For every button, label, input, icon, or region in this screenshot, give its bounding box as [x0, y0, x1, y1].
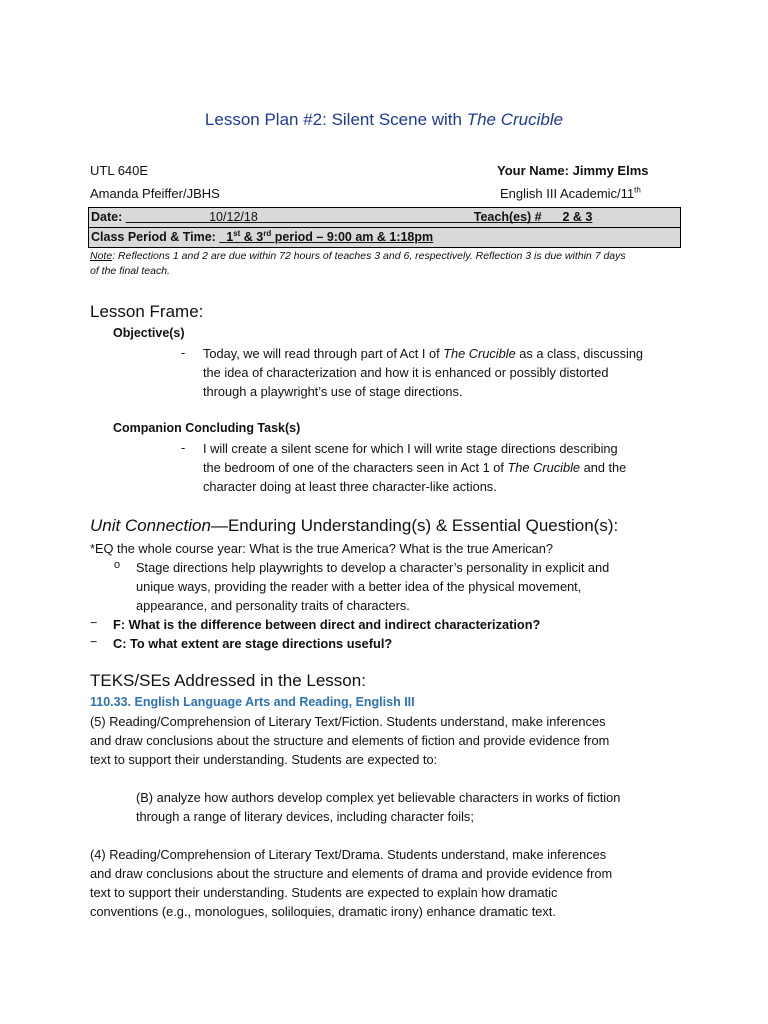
- focus-question: F: What is the difference between direct and indirect characterization?: [113, 617, 541, 632]
- teks-heading: TEKS/SEs Addressed in the Lesson:: [90, 671, 366, 690]
- p4-line-4: conventions (e.g., monologues, soliloquies, dramatic irony) enhance dramatic text.: [90, 904, 556, 919]
- date-label: Date:: [91, 210, 123, 224]
- reflection-note: [90, 249, 626, 264]
- objective-label: Objective(s): [113, 326, 185, 340]
- period-first: 1: [226, 230, 234, 244]
- minus-bullet-2: −: [90, 634, 98, 649]
- unit-connection-rest: —Enduring Understanding(s) & Essential Question(s):: [210, 516, 619, 535]
- period-field: [219, 230, 623, 244]
- eu-line-3: appearance, and personality traits of characters.: [136, 598, 410, 613]
- note-label: Note: [90, 250, 113, 262]
- unit-connection-heading: [90, 516, 618, 536]
- period-row: [91, 230, 623, 244]
- task-dash: -: [181, 440, 186, 455]
- title-italic-text: The Crucible: [466, 110, 564, 129]
- task-line-3: character doing at least three character-like actions.: [203, 479, 497, 494]
- p4-line-1: (4) Reading/Comprehension of Literary Text/Drama. Students understand, make inferences: [90, 847, 607, 862]
- note-line-1: : Reflections 1 and 2 are due within 72 hours of teaches 3 and 6, respectively. Reflection 3 is due within 7 days: [112, 250, 626, 262]
- b-line-2: through a range of literary devices, including character foils;: [136, 809, 474, 824]
- p5-line-2: and draw conclusions about the structure and elements of fiction and provide evidence from: [90, 733, 610, 748]
- class-level-sup: th: [634, 185, 641, 195]
- minus-bullet-1: −: [90, 615, 98, 630]
- p4-line-2: and draw conclusions about the structure and elements of drama and provide evidence from: [90, 866, 613, 881]
- course-code: UTL 640E: [90, 163, 149, 178]
- title-text: Lesson Plan #2: Silent Scene with: [204, 110, 467, 129]
- unit-connection-italic: Unit Connection: [90, 516, 211, 535]
- task-label: Companion Concluding Task(s): [113, 421, 301, 435]
- teks-standard-link[interactable]: 110.33. English Language Arts and Reading, English III: [90, 695, 415, 709]
- lesson-frame-heading: Lesson Frame:: [90, 302, 204, 321]
- mentor-school: Amanda Pfeiffer/JBHS: [90, 186, 220, 201]
- objective-dash: -: [181, 345, 186, 360]
- task-line-2: the bedroom of one of the characters seen in Act 1 of The Crucible and the: [203, 460, 627, 475]
- teaches-field: [542, 210, 624, 224]
- teaches-value: 2 & 3: [562, 210, 593, 224]
- culminating-question: C: To what extent are stage directions useful?: [113, 636, 393, 651]
- b-line-1: (B) analyze how authors develop complex yet believable characters in works of fiction: [136, 790, 621, 805]
- essential-question-line: *EQ the whole course year: What is the true America? What is the true American?: [90, 541, 554, 556]
- period-third: & 3: [240, 230, 264, 244]
- p4-line-3: text to support their understanding. Students are expected to explain how dramatic: [90, 885, 558, 900]
- date-row: [91, 210, 624, 224]
- author-name: Your Name: Jimmy Elms: [497, 163, 649, 178]
- period-times: period – 9:00 am & 1:18pm: [271, 230, 434, 244]
- objective-line-1: Today, we will read through part of Act I of The Crucible as a class, discussing: [203, 346, 644, 361]
- objective-line-3: through a playwright’s use of stage directions.: [203, 384, 463, 399]
- period-label: Class Period & Time:: [91, 230, 216, 244]
- eu-line-1: Stage directions help playwrights to develop a character’s personality in explicit and: [136, 560, 610, 575]
- date-field: [126, 210, 474, 224]
- p5-line-3: text to support their understanding. Students are expected to:: [90, 752, 438, 767]
- period-third-sup: rd: [263, 228, 272, 238]
- objective-line-2: the idea of characterization and how it is enhanced or possibly distorted: [203, 365, 609, 380]
- eu-line-2: unique ways, providing the reader with a better idea of the physical movement,: [136, 579, 582, 594]
- teaches-label: Teach(es) #: [473, 210, 542, 224]
- date-value: 10/12/18: [209, 210, 258, 224]
- p5-line-1: (5) Reading/Comprehension of Literary Text/Fiction. Students understand, make inferences: [90, 714, 606, 729]
- class-level-text: English III Academic/11: [500, 186, 635, 201]
- task-line-1: I will create a silent scene for which I will write stage directions describing: [203, 441, 618, 456]
- class-level: [500, 186, 641, 201]
- bullet-o-icon: o: [114, 559, 121, 571]
- note-line-2: of the final teach.: [90, 265, 170, 277]
- period-first-sup: st: [233, 228, 241, 238]
- page-title: [0, 110, 768, 130]
- box-divider: [89, 227, 680, 228]
- teach-info-box: [88, 207, 681, 248]
